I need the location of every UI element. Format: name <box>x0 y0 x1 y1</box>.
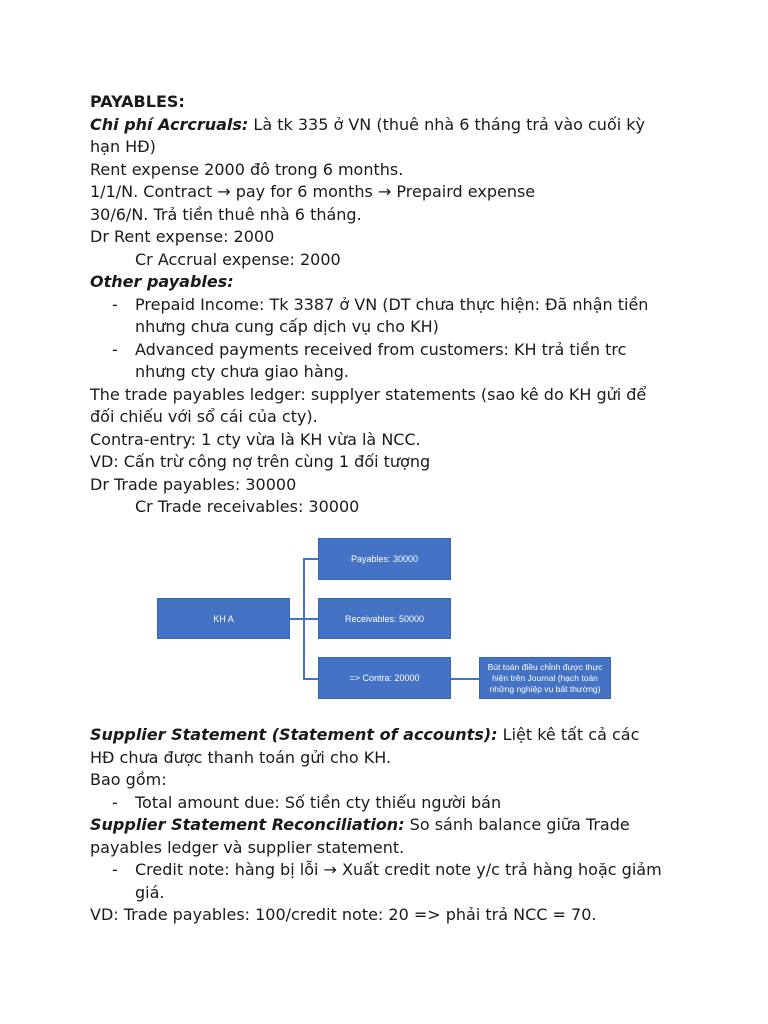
connector-line <box>303 558 305 679</box>
contract-line: 1/1/N. Contract → pay for 6 months → Prepaird expense <box>90 182 536 201</box>
cr-accrual-line: Cr Accrual expense: 2000 <box>135 249 341 269</box>
ledger-line-cont: đối chiếu với sổ cái của cty). <box>90 407 318 426</box>
dr-trade-line: Dr Trade payables: 30000 <box>90 474 297 494</box>
diagram-note-box: Bút toán điều chỉnh được thực hiện trên Journal (hạch toán những nghiệp vụ bất thường) <box>479 657 611 699</box>
reconciliation-text: So sánh balance giữa Trade <box>404 815 630 834</box>
bullet-text: Advanced payments received from customers: KH trả tiền trc <box>135 339 627 359</box>
supplier-statement-cont: HĐ chưa được thanh toán gửi cho KH. <box>90 747 392 767</box>
document-body <box>90 91 690 519</box>
accruals-text-cont: hạn HĐ) <box>90 137 156 156</box>
vd-final-line: VD: Trade payables: 100/credit note: 20 => phải trả NCC = 70. <box>90 905 597 924</box>
reconciliation-cont: payables ledger và supplier statement. <box>90 837 405 857</box>
supplier-statement-line <box>90 724 690 747</box>
bullet-text: Total amount due: Số tiền cty thiếu người bán <box>135 792 502 812</box>
ledger-line: The trade payables ledger: supplyer statements (sao kê do KH gửi để <box>90 384 647 404</box>
bullet-text: Prepaid Income: Tk 3387 ở VN (DT chưa thực hiện: Đã nhận tiền <box>135 294 649 314</box>
bullet-dash: - <box>112 294 118 314</box>
accruals-line <box>90 114 690 137</box>
diagram-receivables-box: Receivables: 50000 <box>318 598 451 639</box>
accruals-label: Chi phí Acrcruals: <box>90 114 249 134</box>
bullet-dash: - <box>112 339 118 359</box>
bullet-text-cont: nhưng chưa cung cấp dịch vụ cho KH) <box>135 317 439 336</box>
list-item <box>90 859 690 882</box>
dr-rent-line: Dr Rent expense: 2000 <box>90 227 275 246</box>
bullet-text: Credit note: hàng bị lỗi → Xuất credit note y/c trả hàng hoặc giảm <box>135 860 662 879</box>
vd-line: VD: Cấn trừ công nợ trên cùng 1 đối tượng <box>90 452 431 471</box>
document-body-part2 <box>90 724 690 927</box>
cr-trade-line: Cr Trade receivables: 30000 <box>135 497 360 516</box>
bullet-dash: - <box>112 792 118 812</box>
diagram-contra-box: => Contra: 20000 <box>318 657 451 699</box>
connector-line <box>290 618 318 620</box>
list-item <box>90 339 690 362</box>
bao-gom-line: Bao gồm: <box>90 770 167 789</box>
bullet-text-cont: nhưng cty chưa giao hàng. <box>135 362 350 381</box>
other-payables-label: Other payables: <box>90 272 234 291</box>
connector-line <box>451 678 479 680</box>
payment-line: 30/6/N. Trả tiền thuê nhà 6 tháng. <box>90 204 362 224</box>
bullet-dash: - <box>112 860 118 879</box>
supplier-statement-text: Liệt kê tất cả các <box>497 725 640 744</box>
list-item <box>90 294 690 317</box>
connector-line <box>303 558 318 560</box>
supplier-statement-label: Supplier Statement (Statement of accounts): <box>90 725 498 744</box>
payables-heading: PAYABLES: <box>90 92 185 111</box>
connector-line <box>303 678 318 680</box>
diagram-payables-box: Payables: 30000 <box>318 538 451 580</box>
rent-line: Rent expense 2000 đô trong 6 months. <box>90 159 404 179</box>
reconciliation-label: Supplier Statement Reconciliation: <box>90 815 405 834</box>
contra-entry-line: Contra-entry: 1 cty vừa là KH vừa là NCC. <box>90 429 421 449</box>
accruals-text: Là tk 335 ở VN (thuê nhà 6 tháng trả vào cuối kỳ <box>248 114 645 134</box>
list-item <box>90 792 690 815</box>
reconciliation-line <box>90 814 690 837</box>
bullet-text-cont: giá. <box>135 882 165 902</box>
diagram-root-box: KH A <box>157 598 290 639</box>
